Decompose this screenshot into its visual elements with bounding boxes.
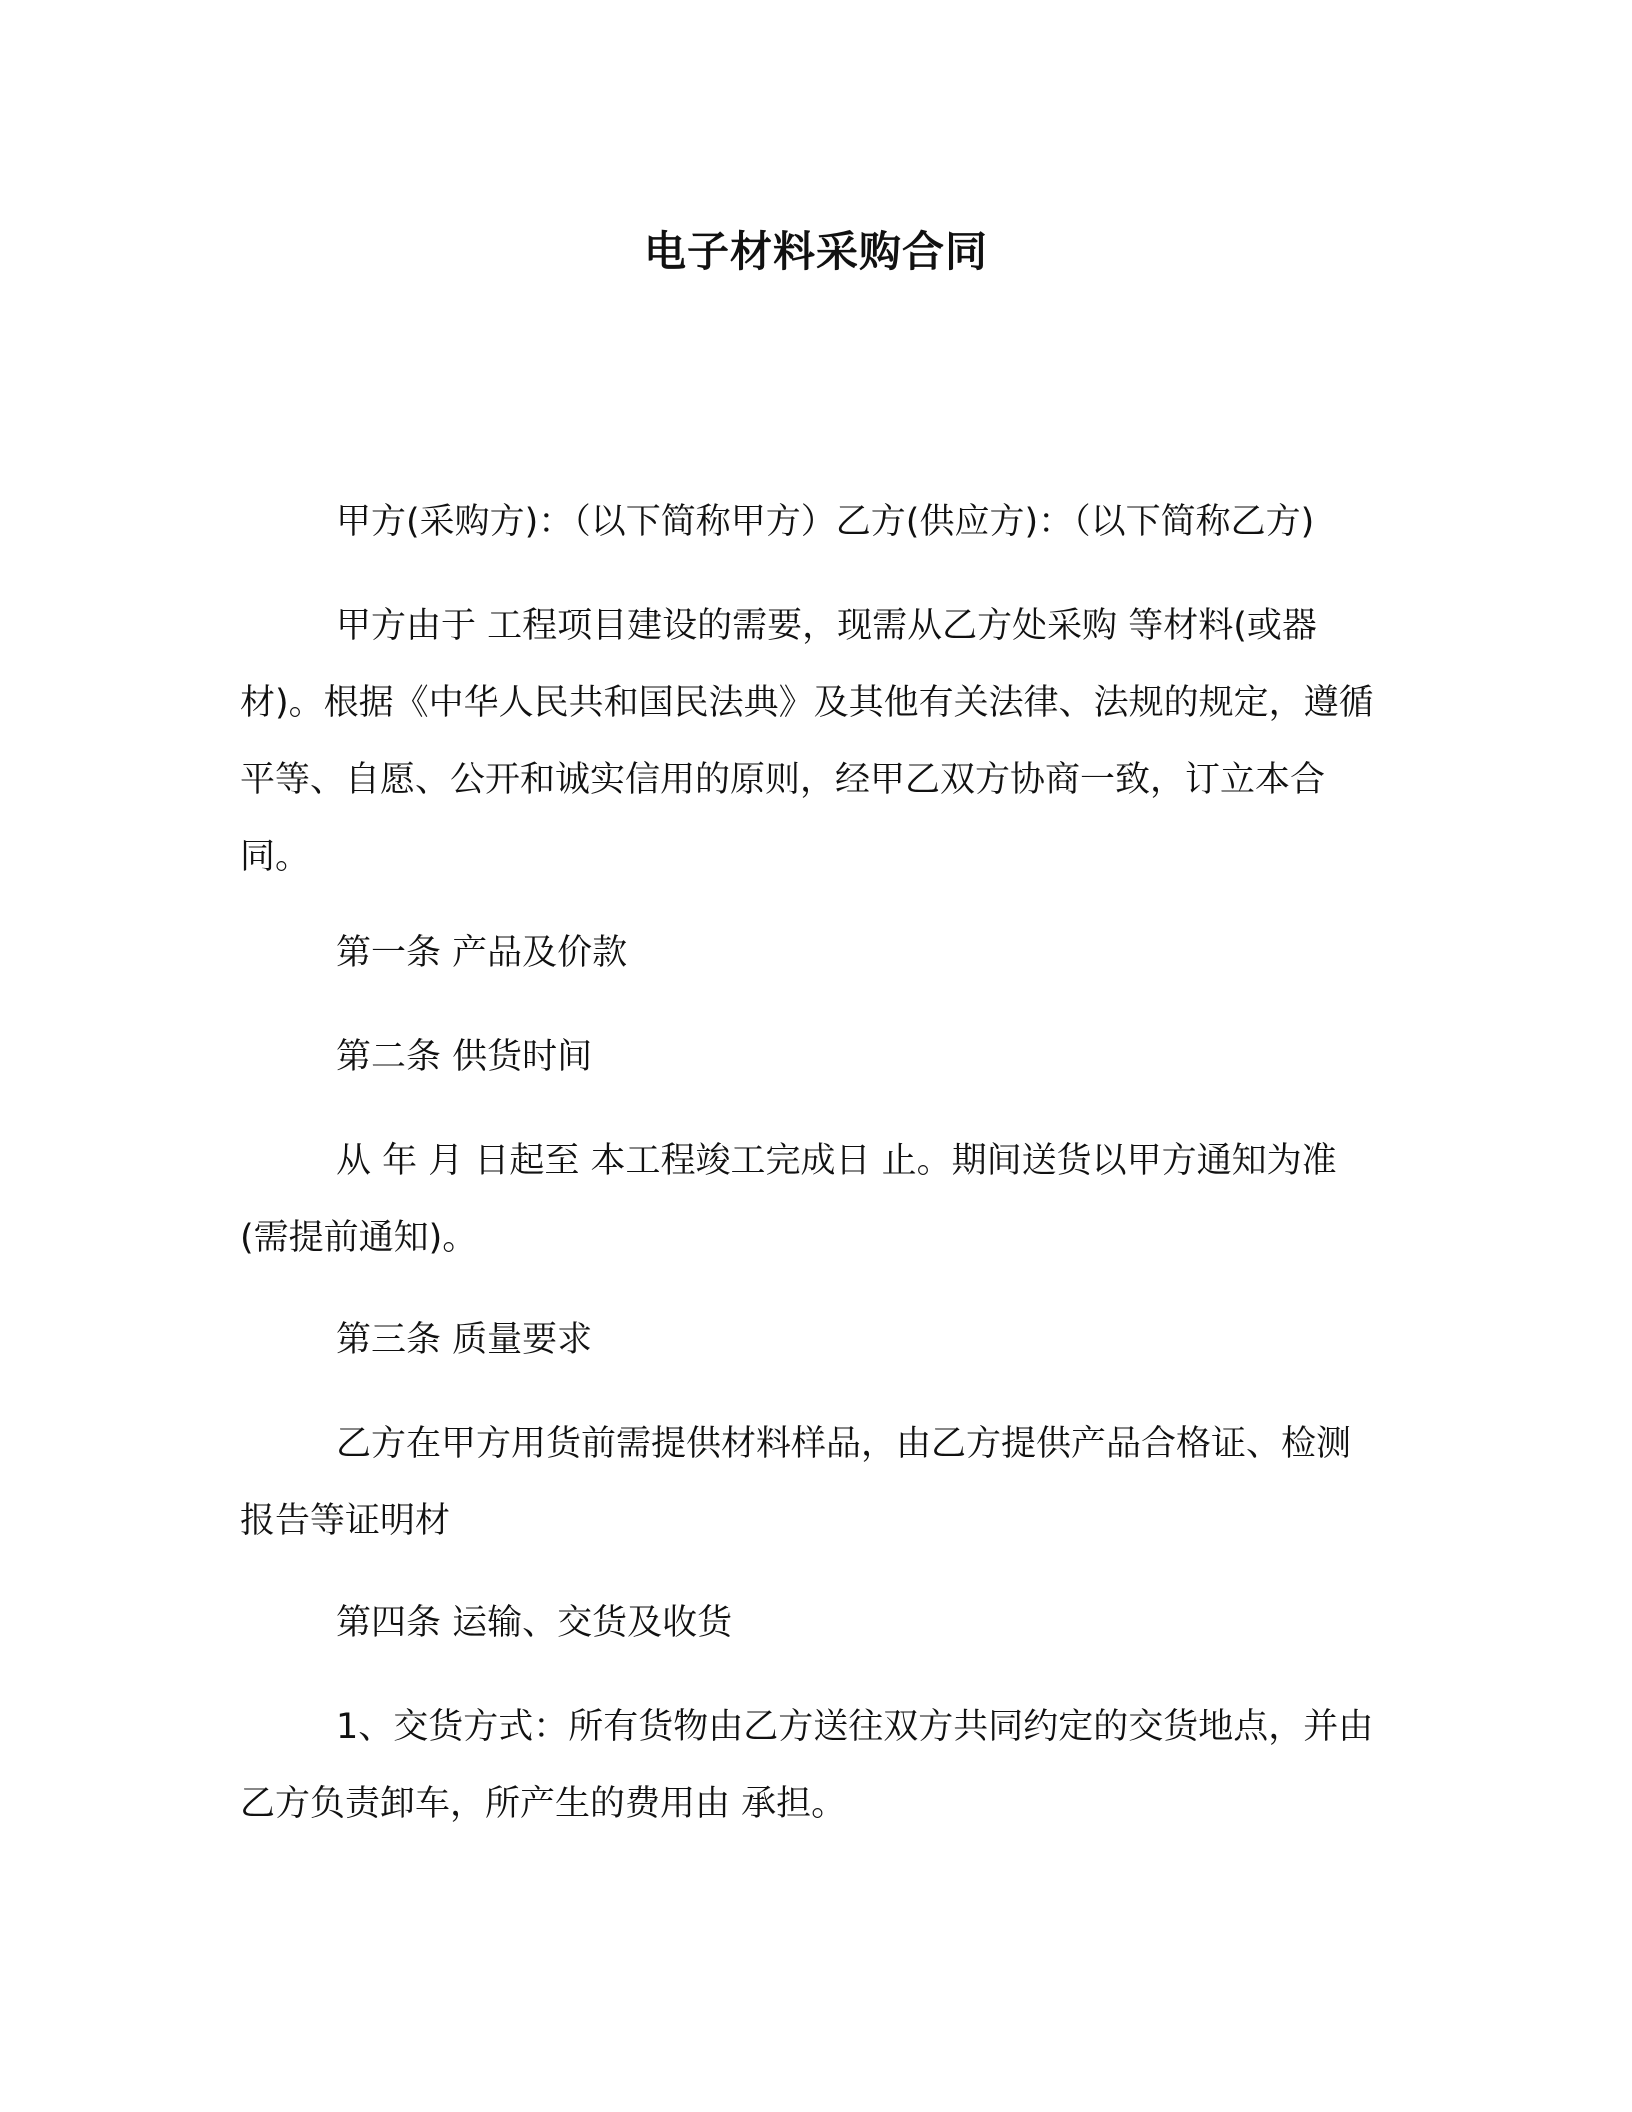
article-4-heading: 第四条 运输、交货及收货 bbox=[336, 1603, 733, 1643]
article-3-paragraph: 乙方在甲方用货前需提供材料样品，由乙方提供产品合格证、检测报告等证明材 bbox=[240, 1424, 1352, 1541]
article-1-heading: 第一条 产品及价款 bbox=[336, 933, 628, 973]
document-title: 电子材料采购合同 bbox=[643, 227, 988, 276]
article-2-heading: 第二条 供货时间 bbox=[336, 1037, 593, 1077]
article-4-item-1: 1、交货方式：所有货物由乙方送往双方共同约定的交货地点，并由乙方负责卸车，所产生的费用由 承担。 bbox=[240, 1707, 1374, 1824]
article-2-paragraph: 从 年 月 日起至 本工程竣工完成日 止。期间送货以甲方通知为准(需提前通知)。 bbox=[240, 1141, 1337, 1258]
intro-paragraph: 甲方由于 工程项目建设的需要，现需从乙方处采购 等材料(或器材)。根据《中华人民共和国民法典》及其他有关法律、法规的规定，遵循平等、自愿、公开和诚实信用的原则，经甲乙双方协商一致，订立本合同。 bbox=[240, 606, 1374, 877]
parties-line: 甲方(采购方)：（以下简称甲方）乙方(供应方)：（以下简称乙方) bbox=[336, 502, 1315, 542]
article-3-heading: 第三条 质量要求 bbox=[336, 1320, 593, 1360]
